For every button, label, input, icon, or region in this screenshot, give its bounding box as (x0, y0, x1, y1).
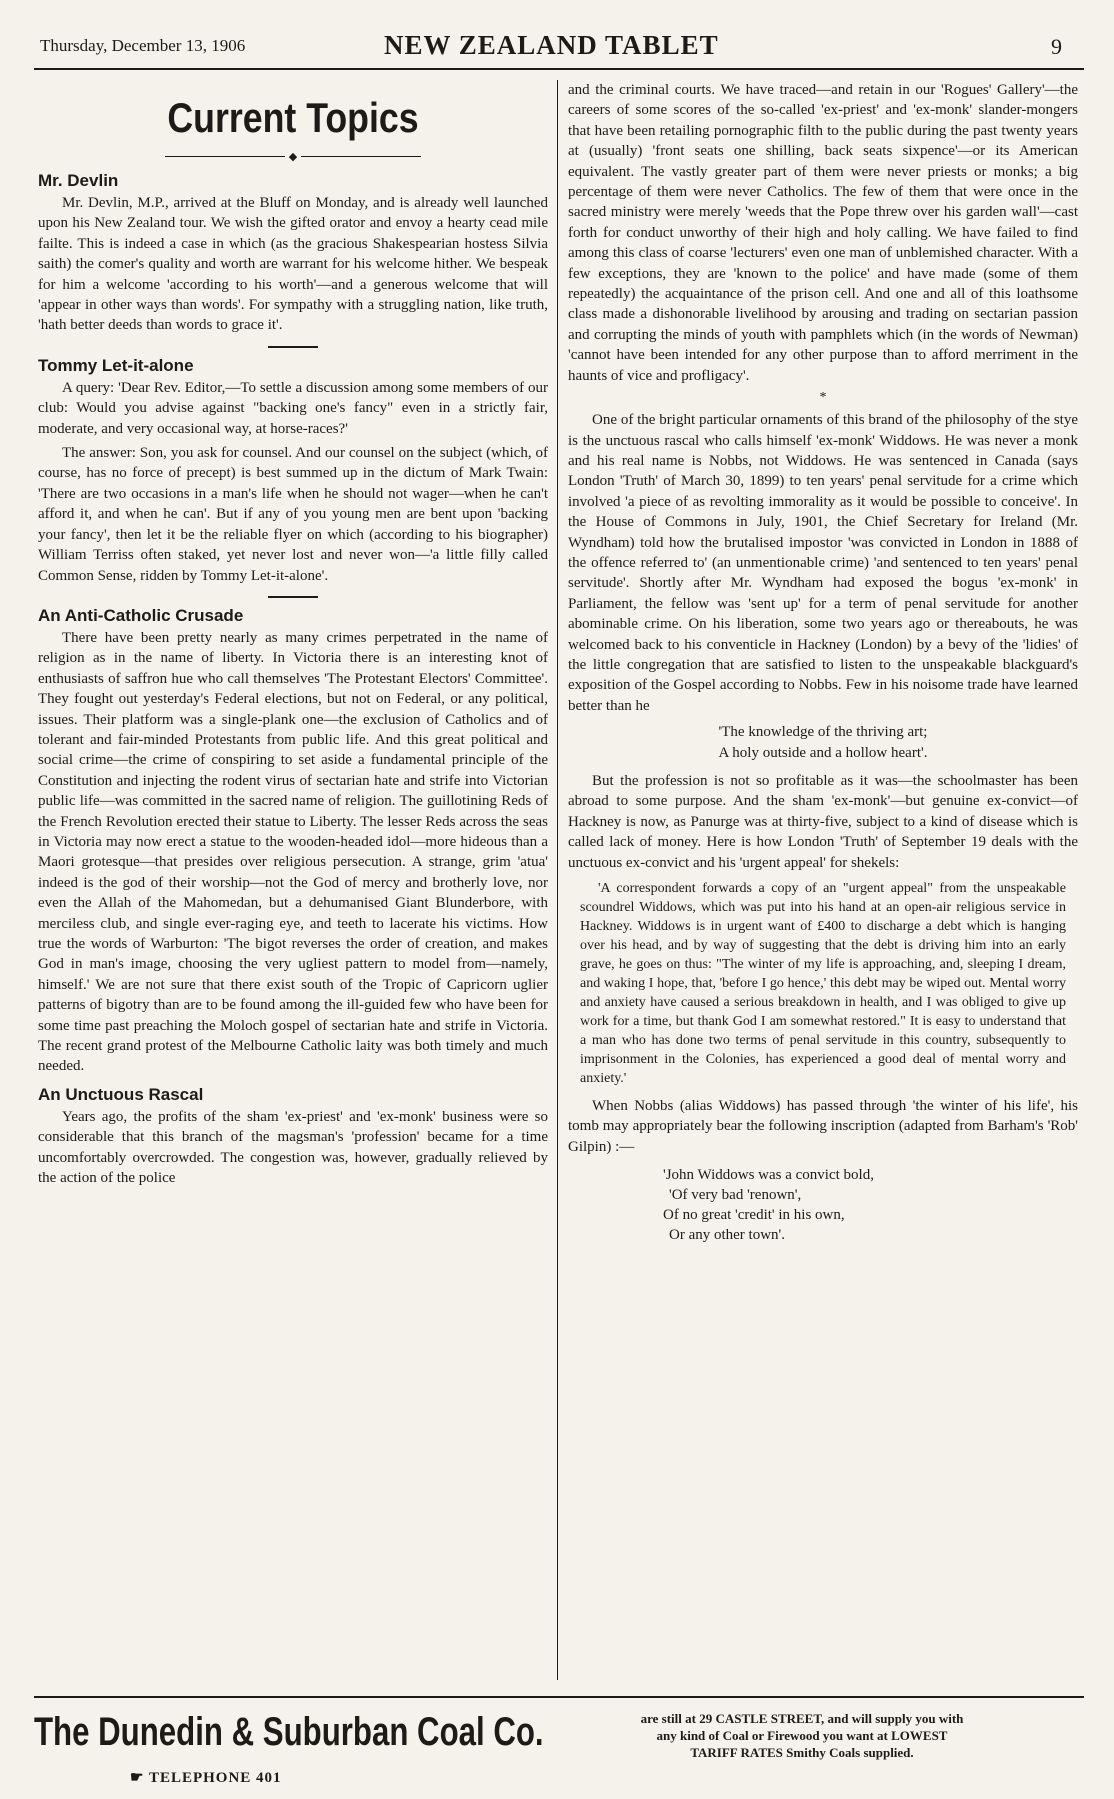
section-rule (268, 346, 318, 348)
paragraph-rascal: Years ago, the profits of the sham 'ex-priest' and 'ex-monk' business were so considerable that this branch of the magsman's 'profession' became for a time uncomfortably overcrowded. The congestion was, however, gradually relieved by the action of the police (38, 1108, 548, 1187)
verse-line: Of no great 'credit' in his own, (663, 1207, 845, 1224)
diamond-icon: ◆ (288, 151, 298, 163)
telephone-hand-icon: ☛ (130, 1770, 149, 1786)
ad-line: TARIFF RATES Smithy Coals supplied. (690, 1745, 914, 1760)
paragraph-tommy-answer: The answer: Son, you ask for counsel. And our counsel on the subject (which, of course, has no force of precept) is best summed up in the dictum of Mark Twain: 'There are two occasions in a man's life when he should not wager—when he can't afford it, and when he can'. But if any of you young men are bent upon 'backing your fancy', then let it be the reliable flyer on which (according to his biographer) William Terriss often staked, yet never lost and never won—'a little filly called Common Sense, ridden by Tommy Let-it-alone'. (38, 445, 548, 584)
paragraph-tommy-query: A query: 'Dear Rev. Editor,—To settle a discussion among some members of our club: Would you advise against "backing one's fancy" even in a strictly fair, moderate, and very occasional way, at horse-races?' (38, 379, 548, 437)
ornamental-rule (38, 150, 548, 163)
issue-date: Thursday, December 13, 1906 (40, 36, 246, 55)
heading-tommy: Tommy Let-it-alone (38, 355, 194, 375)
page-number: 9 (1051, 34, 1062, 59)
rule-line-right (301, 156, 421, 157)
verse-line: 'Of very bad 'renown', (669, 1187, 802, 1204)
section-star: * (819, 390, 827, 406)
paragraph-profession: But the profession is not so profitable as it was—the schoolmaster has been abroad to some purpose. And the sham 'ex-monk'—but genuine ex-convict—of Hackney is now, as Panurge was at thirty-five, subject to a kind of disease which is called lack of money. Here is how London 'Truth' of September 19 deals with the unctuous ex-convict and his 'urgent appeal' for shekels: (568, 773, 1078, 871)
epitaph-verse (663, 1165, 1078, 1245)
paragraph-nobbs: When Nobbs (alias Widdows) has passed through 'the winter of his life', his tomb may appropriately bear the following inscription (adapted from Barham's 'Rob' Gilpin) :— (568, 1098, 1078, 1155)
page-header (34, 20, 1084, 70)
ad-line: any kind of Coal or Firewood you want at LOWEST (656, 1728, 948, 1743)
paragraph-continued: and the criminal courts. We have traced—and retain in our 'Rogues' Gallery'—the careers of some scores of the so-called 'ex-priest' and 'ex-monk' slander-mongers that have been retailing pornographic filth to the public during the past twenty years at (usually) 'front seats one shilling, back seats sixpence'—or its American equivalent. The vastly greater part of them were never priests or monks; a big percentage of them were never Catholics. The few of them that were once in the sacred ministry were merely 'weeds that the Pope threw over his garden wall'—cast forth for conduct unworthy of their high and holy calling. We have failed to find among this class of coarse 'lecturers' even one man of unblemished character. With a few exceptions, they are 'known to the police' and have made (some of them repeatedly) the acquaintance of the prison cell. And one and all of this loathsome class made a dishonorable livelihood by arousing and trading on sectarian passion and corrupting the minds of youth with pamphlets which (in the words of Newman) 'cannot have been intended for any other purpose than to afford merriment in the haunts of vice and profligacy'. (568, 82, 1078, 384)
column-divider (557, 80, 558, 1680)
paragraph-devlin: Mr. Devlin, M.P., arrived at the Bluff on Monday, and is already well launched upon his New Zealand tour. We wish the gifted orator and envoy a hearty cead mile failte. This is indeed a case in which (as the gracious Shakespearian hostess Silvia saith) the comer's quality and worth are warrant for his welcome hither. We bespeak for him a welcome 'according to his worth'—and a generous welcome that will 'appear in other ways than words'. For sympathy with a struggling nation, like truth, 'hath better deeds than words to grace it'. (38, 195, 548, 334)
rule-line-left (165, 156, 285, 157)
verse-line: 'John Widdows was a convict bold, (663, 1167, 874, 1184)
truth-block-quote: 'A correspondent forwards a copy of an "urgent appeal" from the unspeakable scoundrel Widdows, which was put into his hand at an open-air religious service in Hackney. Widdows is in urgent want of £400 to discharge a debt which is hanging over his head, and by way of suggesting that the debt is driving him into an early grave, he goes on thus: "The winter of my life is approaching, and, sleeping I dream, and waking I hope, that, 'before I go hence,' this debt may be wiped out. Mental worry and anxiety have caused a serious breakdown in health, and I was obliged to give up work for a time, but thank God I am somewhat restored." It is easy to understand that a man who has done two terms of penal servitude in this country, subsequently to imprisonment in the Colonies, has experienced a good deal of mental worry and anxiety.' (580, 881, 1066, 1087)
advertisement-company: The Dunedin & Suburban Coal Co. (34, 1710, 544, 1754)
quote-line: 'The knowledge of the thriving art; (718, 724, 928, 741)
newspaper-title: NEW ZEALAND TABLET (384, 30, 719, 60)
paragraph-widdows: One of the bright particular ornaments of this brand of the philosophy of the stye is the unctuous rascal who calls himself 'ex-monk' Widdows. He was never a monk and his real name is Nobbs, not Widdows. He was sentenced in Canada (says London 'Truth' of March 30, 1899) to ten years' penal servitude for a crime which involved 'a piece of as revolting immorality as it would be possible to conceive'. In the House of Commons in July, 1901, the Chief Secretary for Ireland (Mr. Wyndham) told how the brutalised impostor 'was convicted in London in 1888 of the offence referred to' (an unmentionable crime) 'and sentenced to ten years' penal servitude'. Shortly after Mr. Wyndham had exposed the bogus 'ex-monk' in Parliament, the fellow was 'sent up' for a term of penal servitude for another abominable crime. On his liberation, some two years ago or thereabouts, he was welcomed back to his conventicle in Hackney (London) by a bevy of the 'lidies' of the little congregation that are satisfied to listen to the unspeakable blackguard's exposition of the Gospel according to Nobbs. Few in his noisome trade have learned better than he (568, 412, 1078, 714)
heading-rascal: An Unctuous Rascal (38, 1084, 204, 1104)
heading-crusade: An Anti-Catholic Crusade (38, 605, 244, 625)
verse-line: Or any other town'. (669, 1227, 786, 1244)
section-masthead: Current Topics (167, 94, 419, 141)
poem-quote (568, 722, 1078, 763)
left-column (38, 76, 548, 1192)
ad-line: are still at 29 CASTLE STREET, and will supply you with (640, 1711, 964, 1726)
paragraph-crusade: There have been pretty nearly as many crimes perpetrated in the name of religion as in the name of liberty. In Victoria there is an interesting knot of enthusiasts of saffron hue who call themselves 'The Protestant Electors' Committee'. They fought out yesterday's Federal elections, but not on Federal, or any political, issues. Their platform was a single-plank one—the exclusion of Catholics and of tolerant and fair-minded Protestants from public life. And this great political and social crime—the crime of conspiring to set aside a fundamental principle of the Constitution and injecting the rodent virus of sectarian hate and strife into Victorian public life—was committed in the sacred name of religion. The guillotining Reds of the French Revolution erected their statue to Liberty. The lesser Reds across the seas in Victoria may now erect a statue to the wooden-headed idol—more hideous than a Maori grotesque—that presides over religious persecution. A strange, grim 'atua' indeed is the god of their worship—not the God of mercy and brotherly love, nor even the Allah of the Mahomedan, but a dehumanised Giant Blunderbore, with merciless club, and single ever-raging eye, and teeth to lacerate his victims. How true the words of Warburton: 'The bigot reverses the order of creation, and makes God in man's image, choosing the very ugliest pattern to model from—namely, himself.' We are not sure that there exist south of the Tropic of Capricorn uglier patterns of bigotry than are to be found among the ill-guided few who have been for some time past preaching the Moloch gospel of sectarian hate and strife in Victoria. The recent grand protest of the Melbourne Catholic laity was both timely and much needed. (38, 629, 548, 1075)
heading-devlin: Mr. Devlin (38, 171, 119, 190)
right-column (568, 80, 1078, 1245)
advertisement-telephone (130, 1768, 282, 1787)
section-rule (268, 596, 318, 598)
telephone-text: TELEPHONE 401 (148, 1770, 282, 1786)
quote-line: A holy outside and a hollow heart'. (718, 744, 928, 761)
advertisement-rule (34, 1696, 1084, 1698)
advertisement-details (582, 1710, 1022, 1761)
